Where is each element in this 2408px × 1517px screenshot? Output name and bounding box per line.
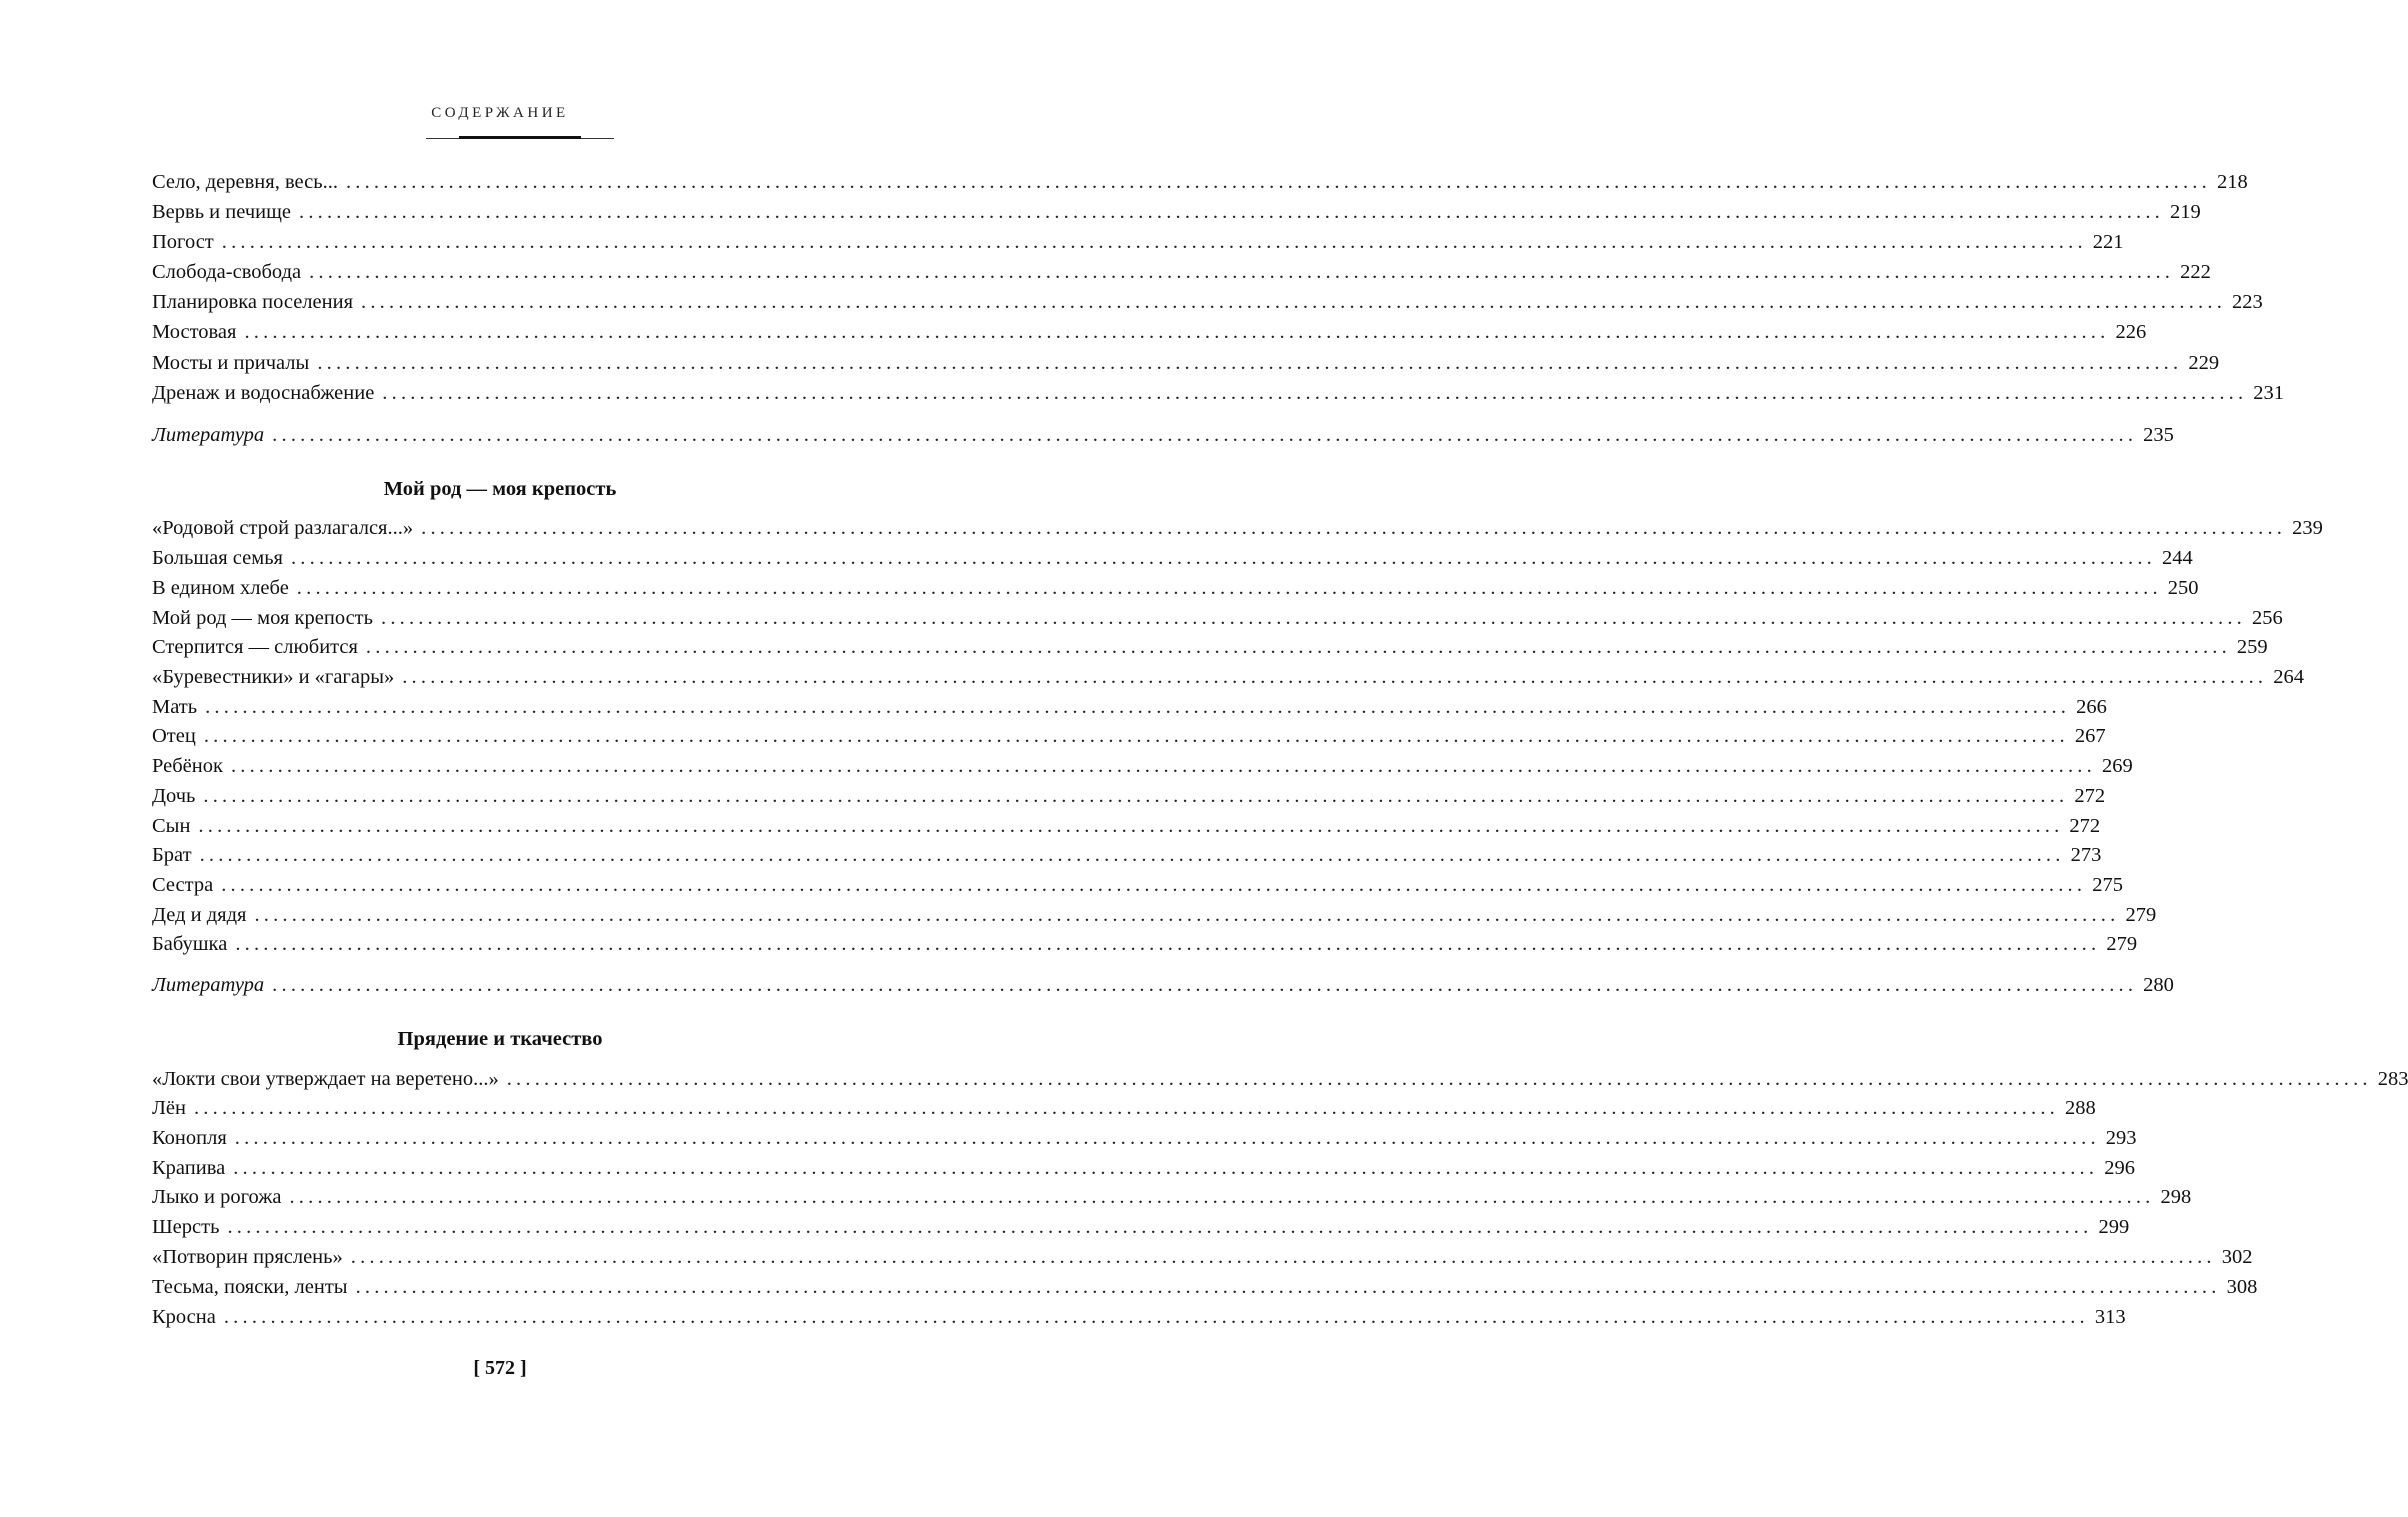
- dot-leader: ........................................................................................................................................................................................................: [345, 171, 2211, 193]
- toc-entry[interactable]: [152, 1212, 2130, 1242]
- dot-leader: ........................................................................................................................................................................................................: [254, 904, 2120, 926]
- entry-page: 256: [2252, 607, 2283, 629]
- dot-leader: ........................................................................................................................................................................................................: [234, 1127, 2100, 1149]
- toc-entry[interactable]: [152, 1182, 2192, 1212]
- entry-page: 223: [2232, 291, 2263, 313]
- entry-title: Бабушка: [152, 933, 228, 955]
- entry-page: 302: [2221, 1246, 2253, 1268]
- toc-entry[interactable]: [152, 929, 2138, 959]
- entry-title: Дед и дядя: [152, 904, 247, 926]
- toc-entry[interactable]: [152, 573, 2199, 603]
- section-heading: Мой род — моя крепость: [383, 478, 617, 500]
- dot-leader: ........................................................................................................................................................................................................: [227, 1216, 2093, 1238]
- entry-title: Ребёнок: [152, 755, 223, 777]
- entry-title: Лён: [152, 1097, 186, 1119]
- dot-leader: ........................................................................................................................................................................................................: [355, 1276, 2221, 1298]
- running-header: [0, 104, 1000, 122]
- entry-title: Планировка поселения: [152, 291, 354, 313]
- entry-page: 299: [2098, 1216, 2130, 1238]
- dot-leader: ........................................................................................................................................................................................................: [244, 321, 2110, 343]
- toc-entry[interactable]: [152, 811, 2101, 841]
- entry-page: 267: [2074, 725, 2106, 747]
- toc-entry-literature[interactable]: [152, 970, 2174, 1000]
- entry-page: 266: [2076, 696, 2107, 718]
- toc-entry[interactable]: [152, 348, 2220, 378]
- entry-page: 279: [2125, 904, 2157, 926]
- entry-page: 283: [2377, 1068, 2408, 1090]
- entry-title: Крапива: [152, 1157, 226, 1179]
- entry-title: Дренаж и водоснабжение: [152, 382, 375, 404]
- dot-leader: ........................................................................................................................................................................................................: [402, 666, 2268, 688]
- entry-title: Мосты и причалы: [152, 352, 310, 374]
- entry-title: «Родовой строй разлагался...»: [152, 517, 414, 539]
- entry-title: Мать: [152, 696, 198, 718]
- toc-entry[interactable]: [152, 1093, 2096, 1123]
- toc-entry[interactable]: [152, 1302, 2126, 1332]
- entry-page: 272: [2069, 815, 2101, 837]
- toc-entry[interactable]: [152, 1123, 2137, 1153]
- dot-leader: ........................................................................................................................................................................................................: [506, 1068, 2372, 1090]
- entry-page: 219: [2170, 201, 2201, 223]
- entry-page: 218: [2216, 171, 2248, 193]
- entry-title: Кросна: [152, 1306, 216, 1328]
- entry-page: 264: [2273, 666, 2304, 688]
- entry-title: Вервь и печище: [152, 201, 291, 223]
- toc-entry[interactable]: [152, 1242, 2253, 1272]
- page-title: СОДЕРЖАНИЕ: [431, 105, 569, 121]
- toc-entry[interactable]: [152, 543, 2193, 573]
- dot-leader: ........................................................................................................................................................................................................: [233, 1157, 2099, 1179]
- entry-page: 288: [2064, 1097, 2096, 1119]
- entry-page: 296: [2104, 1157, 2135, 1179]
- entry-title: Брат: [152, 844, 192, 866]
- section-heading: Прядение и ткачество: [397, 1028, 603, 1050]
- toc-entry[interactable]: [152, 603, 2283, 633]
- toc-entry[interactable]: [152, 513, 2323, 543]
- entry-title: Лыко и рогожа: [152, 1186, 282, 1208]
- dot-leader: ........................................................................................................................................................................................................: [317, 352, 2183, 374]
- entry-page: 275: [2092, 874, 2123, 896]
- toc-entry[interactable]: [152, 870, 2123, 900]
- dot-leader: ........................................................................................................................................................................................................: [203, 725, 2069, 747]
- entry-page: 272: [2074, 785, 2106, 807]
- toc-entry[interactable]: [152, 1153, 2135, 1183]
- toc-entry[interactable]: [152, 197, 2201, 227]
- toc-entry-literature[interactable]: [152, 420, 2174, 450]
- entry-page: 222: [2180, 261, 2211, 283]
- toc-entry[interactable]: [152, 317, 2147, 347]
- dot-leader: ........................................................................................................................................................................................................: [296, 577, 2162, 599]
- toc-entry[interactable]: [152, 1064, 2408, 1094]
- toc-entry[interactable]: [152, 662, 2304, 692]
- dot-leader: ........................................................................................................................................................................................................: [193, 1097, 2059, 1119]
- entry-page: 273: [2070, 844, 2102, 866]
- entry-title: Литература: [152, 424, 265, 446]
- entry-page: 231: [2253, 382, 2285, 404]
- toc-entry[interactable]: [152, 378, 2285, 408]
- entry-title: Село, деревня, весь...: [152, 171, 338, 193]
- entry-title: Стерпится — слюбится: [152, 636, 358, 658]
- entry-title: В едином хлебе: [152, 577, 289, 599]
- entry-title: Мой род — моя крепость: [152, 607, 373, 629]
- entry-title: «Буревестники» и «гагары»: [152, 666, 395, 688]
- toc-entry[interactable]: [152, 692, 2107, 722]
- dot-leader: ........................................................................................................................................................................................................: [290, 547, 2156, 569]
- entry-title: Дочь: [152, 785, 196, 807]
- dot-leader: ........................................................................................................................................................................................................: [203, 785, 2069, 807]
- entry-title: Конопля: [152, 1127, 227, 1149]
- entry-page: 293: [2105, 1127, 2137, 1149]
- toc-entry[interactable]: [152, 900, 2157, 930]
- dot-leader: ........................................................................................................................................................................................................: [289, 1186, 2155, 1208]
- dot-leader: ........................................................................................................................................................................................................: [199, 844, 2065, 866]
- toc-entry[interactable]: [152, 632, 2268, 662]
- dot-leader: ........................................................................................................................................................................................................: [350, 1246, 2216, 1268]
- dot-leader: ........................................................................................................................................................................................................: [235, 933, 2101, 955]
- dot-leader: ........................................................................................................................................................................................................: [365, 636, 2231, 658]
- dot-leader: ........................................................................................................................................................................................................: [198, 815, 2064, 837]
- dot-leader: ........................................................................................................................................................................................................: [309, 261, 2175, 283]
- entry-page: 229: [2188, 352, 2220, 374]
- dot-leader: ........................................................................................................................................................................................................: [421, 517, 2287, 539]
- entry-title: Сын: [152, 815, 191, 837]
- dot-leader: ........................................................................................................................................................................................................: [221, 231, 2087, 253]
- entry-title: Шерсть: [152, 1216, 220, 1238]
- toc-entry[interactable]: [152, 751, 2133, 781]
- entry-title: Отец: [152, 725, 196, 747]
- entry-page: 279: [2106, 933, 2138, 955]
- page-number: [ 572 ]: [473, 1357, 527, 1379]
- entry-page: 280: [2143, 974, 2174, 996]
- entry-page: 235: [2143, 424, 2174, 446]
- entry-page: 221: [2092, 231, 2124, 253]
- entry-title: Погост: [152, 231, 214, 253]
- entry-page: 269: [2101, 755, 2133, 777]
- dot-leader: ........................................................................................................................................................................................................: [361, 291, 2227, 313]
- dot-leader: ........................................................................................................................................................................................................: [205, 696, 2071, 718]
- entry-title: «Локти свои утверждает на веретено...»: [152, 1068, 499, 1090]
- entry-title: Большая семья: [152, 547, 283, 569]
- entry-page: 308: [2226, 1276, 2258, 1298]
- dot-leader: ........................................................................................................................................................................................................: [230, 755, 2096, 777]
- entry-page: 250: [2167, 577, 2199, 599]
- dot-leader: ........................................................................................................................................................................................................: [299, 201, 2164, 223]
- toc-entry[interactable]: [152, 257, 2211, 287]
- toc-entry[interactable]: [152, 227, 2124, 257]
- dot-leader: ........................................................................................................................................................................................................: [223, 1306, 2089, 1328]
- entry-title: Тесьма, пояски, ленты: [152, 1276, 348, 1298]
- entry-page: 313: [2094, 1306, 2126, 1328]
- toc-entry[interactable]: [152, 167, 2248, 197]
- toc-entry[interactable]: [152, 781, 2106, 811]
- entry-page: 239: [2292, 517, 2323, 539]
- entry-title: Слобода-свобода: [152, 261, 302, 283]
- dot-leader: ........................................................................................................................................................................................................: [381, 607, 2246, 629]
- entry-title: Мостовая: [152, 321, 237, 343]
- header-rule-accent: [459, 136, 581, 139]
- entry-title: Литература: [152, 974, 265, 996]
- entry-page: 226: [2115, 321, 2147, 343]
- dot-leader: ........................................................................................................................................................................................................: [382, 382, 2248, 404]
- toc-entry[interactable]: [152, 721, 2106, 751]
- entry-page: 259: [2236, 636, 2268, 658]
- entry-page: 244: [2161, 547, 2193, 569]
- entry-title: Сестра: [152, 874, 214, 896]
- toc-entry[interactable]: [152, 840, 2102, 870]
- dot-leader: ........................................................................................................................................................................................................: [221, 874, 2087, 896]
- dot-leader: ........................................................................................................................................................................................................: [272, 974, 2138, 996]
- toc-entry[interactable]: [152, 1272, 2258, 1302]
- entry-page: 298: [2160, 1186, 2192, 1208]
- toc-entry[interactable]: [152, 287, 2263, 317]
- dot-leader: ........................................................................................................................................................................................................: [272, 424, 2138, 446]
- entry-title: «Потворин пряслень»: [152, 1246, 343, 1268]
